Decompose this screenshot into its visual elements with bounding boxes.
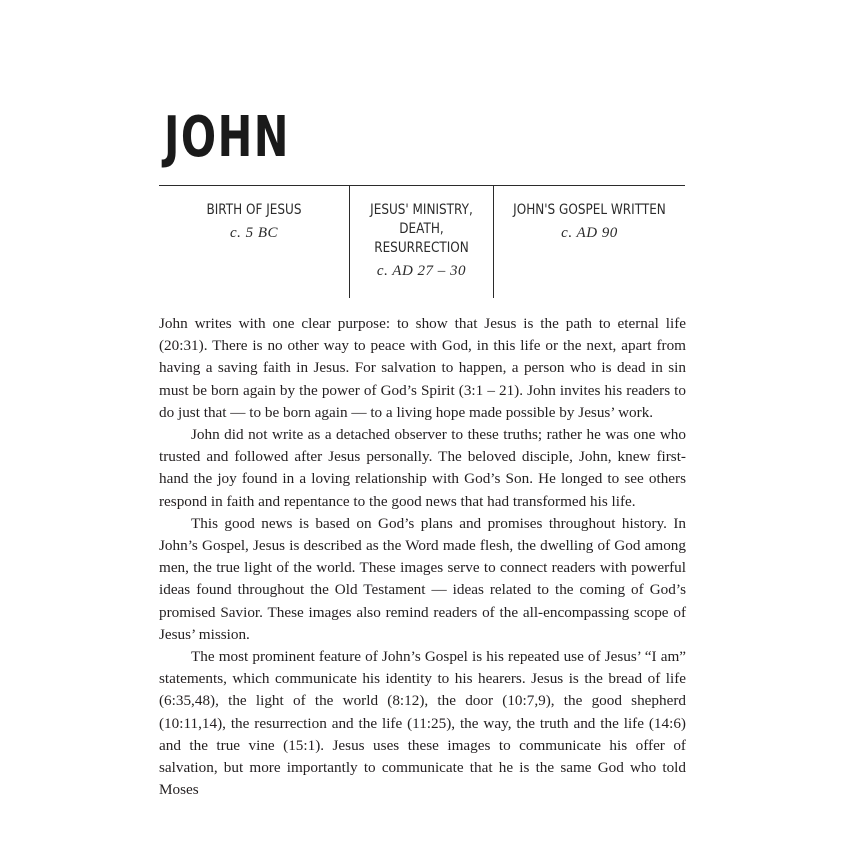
timeline-event: JESUS' MINISTRY, DEATH, RESURRECTION [370, 202, 473, 256]
paragraph: The most prominent feature of John’s Gospel is his repeated use of Jesus’ “I am” statements, which communicate his identity to his hearers. Jesus is the bread of life (6:35,48), the light of the world (8:12), the door (10:7,9), the good shepherd (10:11,14), the resurrection and the life (11:25), the way, the truth and the life (14:6) and the true vine (15:1). Jesus uses these images to communicate his offer of salvation, but more importantly to communicate that he is the same God who told Moses [159, 648, 686, 799]
introduction-text [159, 313, 686, 801]
timeline-entry-birth [159, 186, 349, 298]
timeline-date: c. AD 27 – 30 [376, 263, 467, 279]
timeline-date: c. AD 90 [561, 225, 618, 241]
book-title: JOHN [164, 105, 290, 170]
timeline-table [159, 185, 685, 298]
paragraph: John did not write as a detached observer to these truths; rather he was one who trusted and followed after Jesus personally. The beloved disciple, John, knew first-hand the joy found in a loving relationship with God’s Son. He longed to see others respond in faith and repentance to the good news that had transformed his life. [159, 426, 686, 510]
timeline-date: c. 5 BC [229, 225, 279, 241]
timeline-entry-ministry [349, 186, 493, 298]
timeline-event: BIRTH OF JESUS [206, 202, 302, 218]
paragraph: This good news is based on God’s plans and promises throughout history. In John’s Gospel, Jesus is described as the Word made flesh, the dwelling of God among men, the true light of the world. These images serve to connect readers with powerful ideas found throughout the Old Testament — ideas related to the coming of God’s promised Savior. These images also remind readers of the all-encompassing scope of Jesus’ mission. [159, 514, 686, 643]
paragraph: John writes with one clear purpose: to show that Jesus is the path to eternal life (20:31). There is no other way to peace with God, in this life or the next, apart from having a saving faith in Jesus. For salvation to happen, a person who is dead in sin must be born again by the power of God’s Spirit (3:1 – 21). John invites his readers to do just that — to be born again — to a living hope made possible by Jesus’ work. [159, 315, 686, 421]
timeline-entry-gospel-written [493, 186, 685, 298]
timeline-event: JOHN'S GOSPEL WRITTEN [513, 202, 666, 218]
